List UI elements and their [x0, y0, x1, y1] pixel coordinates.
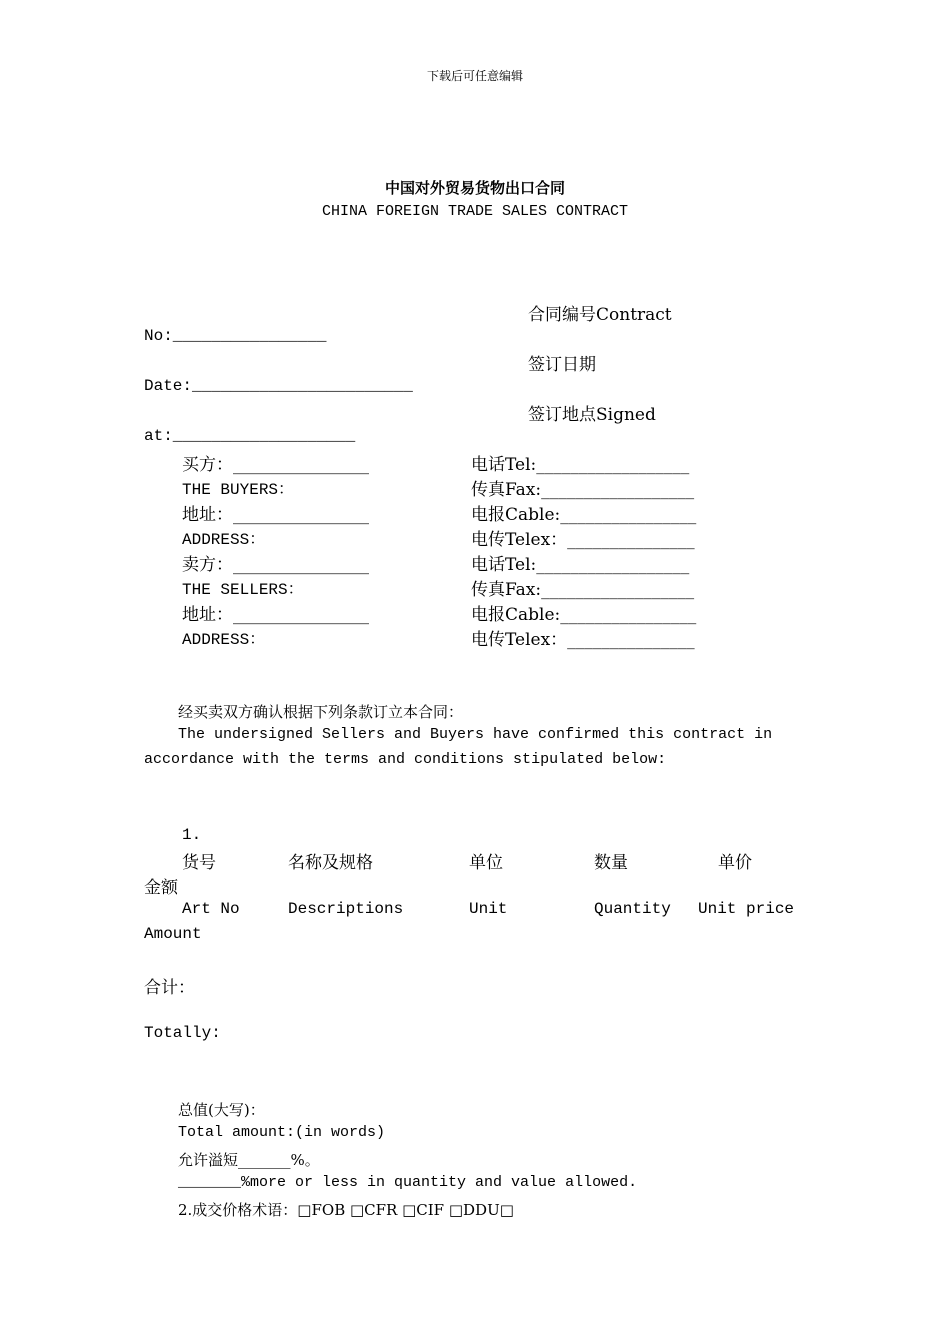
- col-unit-price-zh: 单价: [718, 853, 752, 873]
- col-quantity-en: Quantity: [594, 900, 671, 918]
- seller-telex-field[interactable]: 电传Telex：_______________: [471, 630, 695, 650]
- total-amount-words-en: Total amount:(in words): [178, 1124, 386, 1141]
- col-unit-en: Unit: [469, 900, 508, 918]
- seller-address-field[interactable]: 地址：________________: [182, 605, 369, 625]
- col-unit-zh: 单位: [469, 853, 503, 873]
- header-note: 下载后可任意编辑: [426, 69, 523, 83]
- signed-date-label: 签订日期: [528, 355, 596, 375]
- total-zh: 合计：: [144, 978, 195, 998]
- seller-cable-field[interactable]: 电报Cable:________________: [471, 605, 697, 625]
- contract-number-field[interactable]: No:________________: [144, 327, 327, 345]
- col-description-zh: 名称及规格: [288, 853, 373, 873]
- col-amount-zh: 金额: [144, 878, 178, 898]
- seller-fax-field[interactable]: 传真Fax:__________________: [471, 580, 695, 600]
- buyer-telex-field[interactable]: 电传Telex：_______________: [471, 530, 695, 550]
- intro-zh: 经买卖双方确认根据下列条款订立本合同：: [178, 703, 464, 721]
- seller-address-label: ADDRESS：: [182, 631, 266, 649]
- col-amount-en: Amount: [144, 925, 202, 943]
- date-field[interactable]: Date:_______________________: [144, 377, 413, 395]
- title-en: CHINA FOREIGN TRADE SALES CONTRACT: [321, 203, 629, 220]
- col-quantity-zh: 数量: [594, 853, 628, 873]
- clause-number-1: 1.: [182, 826, 202, 844]
- intro-en-line-2: accordance with the terms and conditions stipulated below:: [144, 751, 667, 768]
- buyer-tel-field[interactable]: 电话Tel:__________________: [471, 455, 690, 475]
- signed-at-field[interactable]: at:___________________: [144, 427, 356, 445]
- buyer-cable-field[interactable]: 电报Cable:________________: [471, 505, 697, 525]
- col-unit-price-en: Unit price: [698, 900, 795, 918]
- intro-en-line-1: The undersigned Sellers and Buyers have confirmed this contract in: [178, 726, 773, 743]
- buyer-name-field[interactable]: 买方：________________: [182, 455, 369, 475]
- col-description-en: Descriptions: [288, 900, 404, 918]
- buyer-fax-field[interactable]: 传真Fax:__________________: [471, 480, 695, 500]
- col-art-no-zh: 货号: [182, 853, 216, 873]
- total-amount-words-zh: 总值(大写)：: [178, 1101, 265, 1119]
- seller-name-field[interactable]: 卖方：________________: [182, 555, 369, 575]
- buyers-label: THE BUYERS：: [182, 481, 295, 499]
- allowance-en[interactable]: _______%more or less in quantity and value allowed.: [178, 1174, 638, 1191]
- price-terms[interactable]: 2.成交价格术语：□FOB □CFR □CIF □DDU□: [178, 1201, 514, 1219]
- allowance-zh[interactable]: 允许溢短_______%。: [178, 1151, 320, 1169]
- seller-tel-field[interactable]: 电话Tel:__________________: [471, 555, 690, 575]
- buyer-address-label: ADDRESS：: [182, 531, 266, 549]
- sellers-label: THE SELLERS：: [182, 581, 304, 599]
- total-en: Totally:: [144, 1024, 221, 1042]
- signed-place-label: 签订地点Signed: [528, 405, 656, 425]
- title-zh: 中国对外贸易货物出口合同: [384, 179, 565, 197]
- contract-number-label: 合同编号Contract: [528, 305, 672, 325]
- col-art-no-en: Art No: [182, 900, 240, 918]
- buyer-address-field[interactable]: 地址：________________: [182, 505, 369, 525]
